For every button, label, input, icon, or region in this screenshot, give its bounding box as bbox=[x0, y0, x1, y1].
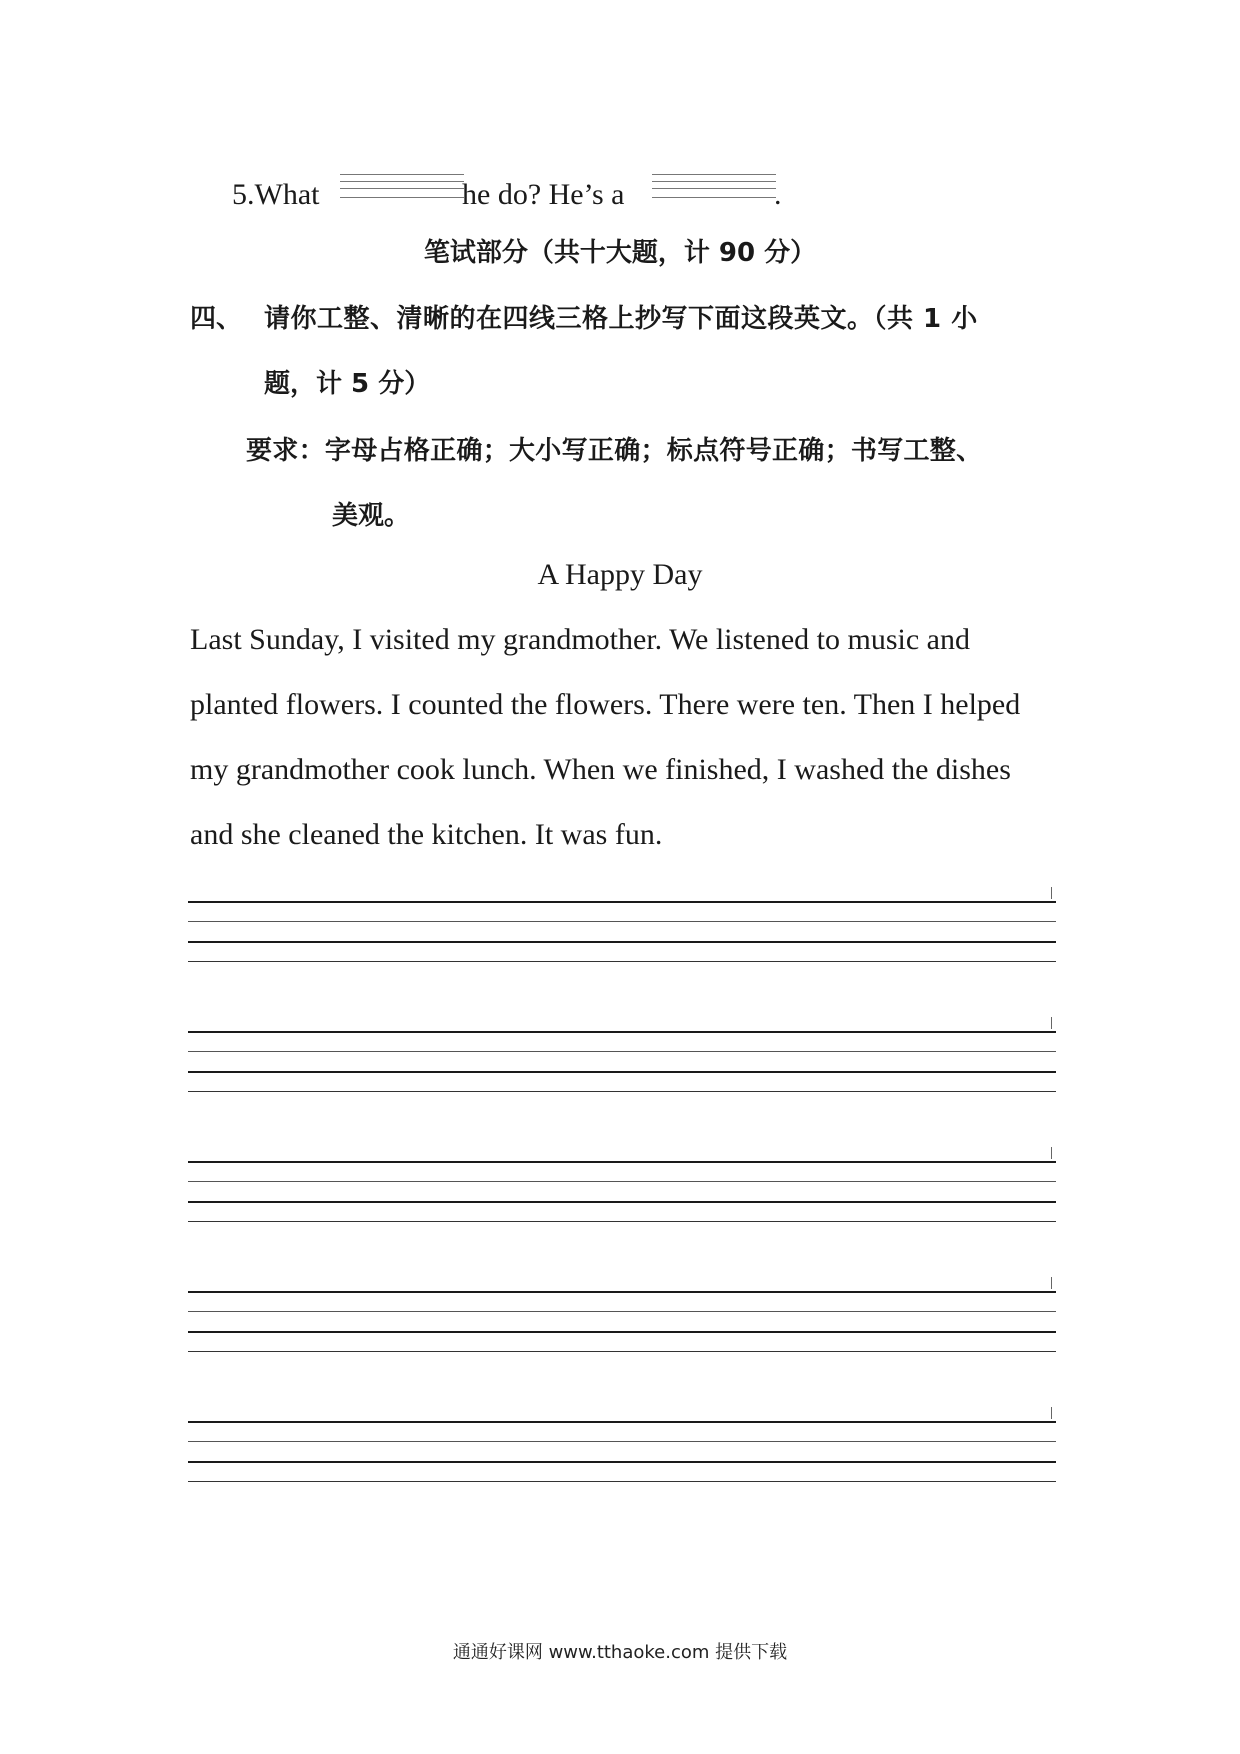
writing-grid[interactable] bbox=[188, 901, 1056, 963]
grid-line bbox=[188, 1331, 1056, 1333]
grid-line bbox=[188, 1351, 1056, 1352]
writing-grid[interactable] bbox=[188, 1161, 1056, 1223]
grid-line bbox=[188, 941, 1056, 943]
grid-line bbox=[188, 1091, 1056, 1092]
grid-line bbox=[188, 961, 1056, 962]
grid-line bbox=[188, 1221, 1056, 1222]
question-5-suffix: . bbox=[774, 178, 782, 211]
grid-tick bbox=[1051, 887, 1052, 899]
grid-line bbox=[188, 1051, 1056, 1052]
answer-blank-2[interactable] bbox=[652, 174, 776, 198]
grid-line bbox=[188, 1201, 1056, 1203]
grid-tick bbox=[1051, 1147, 1052, 1159]
grid-line bbox=[188, 1441, 1056, 1442]
section-title: 笔试部分（共十大题，计 90 分） bbox=[423, 238, 817, 268]
writing-grid[interactable] bbox=[188, 1291, 1056, 1353]
passage-line: Last Sunday, I visited my grandmother. We listened to music and bbox=[190, 623, 970, 656]
requirements-cont: 美观。 bbox=[332, 501, 411, 531]
question-5 bbox=[232, 178, 832, 218]
grid-tick bbox=[1051, 1407, 1052, 1419]
question-4-instruction-cont: 题，计 5 分） bbox=[264, 369, 431, 399]
question-5-prefix: 5.What bbox=[232, 178, 320, 211]
question-4-instruction: 请你工整、清晰的在四线三格上抄写下面这段英文。（共 1 小 bbox=[264, 304, 978, 334]
passage-line: my grandmother cook lunch. When we finished, I washed the dishes bbox=[190, 753, 1011, 786]
passage-line: and she cleaned the kitchen. It was fun. bbox=[190, 818, 663, 851]
grid-line bbox=[188, 1481, 1056, 1482]
writing-grid[interactable] bbox=[188, 1031, 1056, 1093]
grid-line bbox=[188, 921, 1056, 922]
requirements: 要求：字母占格正确；大小写正确；标点符号正确；书写工整、 bbox=[246, 436, 983, 466]
grid-line bbox=[188, 1071, 1056, 1073]
passage-title: A Happy Day bbox=[537, 558, 703, 591]
grid-line bbox=[188, 1291, 1056, 1293]
grid-line bbox=[188, 1161, 1056, 1163]
grid-tick bbox=[1051, 1277, 1052, 1289]
grid-line bbox=[188, 1181, 1056, 1182]
grid-line bbox=[188, 1461, 1056, 1463]
writing-grid[interactable] bbox=[188, 1421, 1056, 1483]
grid-line bbox=[188, 1311, 1056, 1312]
answer-blank-1[interactable] bbox=[340, 174, 464, 198]
question-5-middle: he do? He’s a bbox=[462, 178, 625, 211]
grid-line bbox=[188, 1031, 1056, 1033]
passage-line: planted flowers. I counted the flowers. There were ten. Then I helped bbox=[190, 688, 1021, 721]
grid-tick bbox=[1051, 1017, 1052, 1029]
grid-line bbox=[188, 1421, 1056, 1423]
question-4-number: 四、 bbox=[190, 304, 243, 334]
grid-line bbox=[188, 901, 1056, 903]
footer-source: 通通好课网 www.tthaoke.com 提供下载 bbox=[452, 1642, 788, 1663]
